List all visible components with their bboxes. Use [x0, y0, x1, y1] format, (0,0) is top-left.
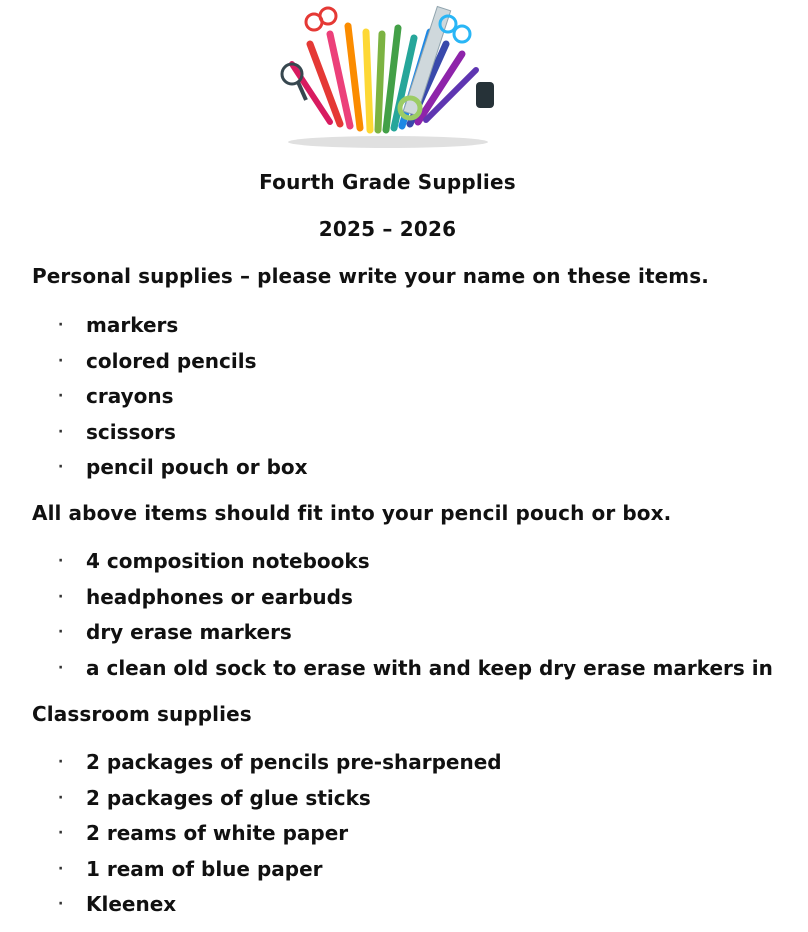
list-item	[58, 656, 773, 692]
bullet: ·	[58, 423, 64, 440]
bullet: ·	[58, 896, 64, 912]
list-item	[58, 892, 502, 928]
list-item-text: 2 packages of glue sticks	[86, 785, 371, 810]
list-item-text: colored pencils	[86, 348, 257, 373]
list-item-text: markers	[86, 313, 179, 337]
list-item	[58, 857, 502, 893]
list-item-text: pencil pouch or box	[86, 455, 308, 479]
list-item	[58, 585, 773, 621]
list-item	[58, 420, 308, 456]
list-item-text: crayons	[86, 384, 174, 408]
list-item-text: Kleenex	[86, 892, 177, 916]
school-supplies-image	[270, 4, 506, 152]
fit-in-pouch-heading: All above items should fit into your pencil pouch or box.	[32, 501, 672, 525]
list-item-text: dry erase markers	[86, 620, 292, 644]
bullet: ·	[58, 825, 64, 841]
list-item	[58, 313, 308, 349]
additional-supplies-list	[58, 549, 773, 691]
list-item-text: 2 reams of white paper	[86, 821, 349, 845]
list-item	[58, 750, 502, 786]
list-item	[58, 620, 773, 656]
bullet: ·	[58, 659, 64, 676]
list-item	[58, 455, 308, 491]
list-item-text: 4 composition notebooks	[86, 549, 370, 573]
personal-supplies-list	[58, 313, 308, 491]
list-item-text: 2 packages of pencils pre-sharpened	[86, 750, 502, 774]
list-item-text: scissors	[86, 419, 176, 444]
bullet: ·	[58, 553, 64, 569]
list-item-text: a clean old sock to erase with and keep dry erase markers in	[86, 655, 773, 680]
bullet: ·	[58, 352, 64, 369]
list-item	[58, 786, 502, 822]
bullet: ·	[58, 588, 64, 605]
list-item-text: 1 ream of blue paper	[86, 856, 323, 881]
personal-supplies-heading: Personal supplies – please write your name on these items.	[32, 264, 709, 288]
school-year: 2025 – 2026	[318, 217, 457, 241]
list-item	[58, 549, 773, 585]
bullet: ·	[58, 754, 64, 770]
list-item	[58, 821, 502, 857]
bullet: ·	[58, 860, 64, 877]
bullet: ·	[58, 459, 64, 475]
classroom-supplies-list	[58, 750, 502, 928]
bullet: ·	[58, 388, 64, 404]
bullet: ·	[58, 624, 64, 640]
list-item	[58, 384, 308, 420]
page-title: Fourth Grade Supplies	[259, 170, 516, 194]
list-item-text: headphones or earbuds	[86, 584, 353, 609]
bullet: ·	[58, 789, 64, 806]
classroom-supplies-heading: Classroom supplies	[32, 702, 252, 726]
bullet: ·	[58, 317, 64, 333]
list-item	[58, 349, 308, 385]
